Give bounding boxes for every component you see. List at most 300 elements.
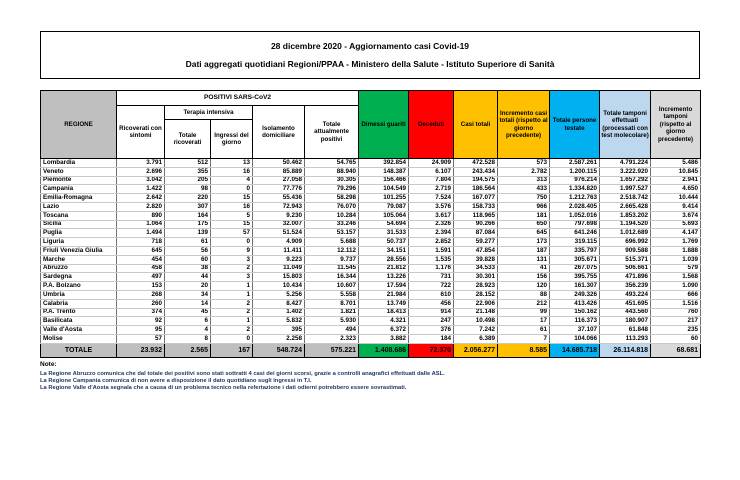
table-cell: 7 bbox=[498, 334, 550, 343]
table-cell: 451.695 bbox=[600, 299, 651, 308]
table-cell: 8 bbox=[165, 334, 211, 343]
table-cell: 58.298 bbox=[305, 194, 359, 203]
table-cell: 184 bbox=[409, 334, 454, 343]
table-cell: 6 bbox=[165, 317, 211, 326]
table-cell: 548.724 bbox=[253, 343, 305, 357]
table-cell: 101.255 bbox=[359, 194, 409, 203]
table-row bbox=[41, 326, 701, 335]
table-cell: 23.932 bbox=[117, 343, 165, 357]
table-cell: 1.064 bbox=[117, 220, 165, 229]
table-cell: 573 bbox=[498, 159, 550, 168]
table-cell: 376 bbox=[409, 326, 454, 335]
table-cell: 1.535 bbox=[409, 255, 454, 264]
table-cell: 79.296 bbox=[305, 185, 359, 194]
table-row bbox=[41, 238, 701, 247]
column-group-terapia-intensiva: Terapia intensiva bbox=[165, 106, 253, 120]
table-cell: 650 bbox=[498, 220, 550, 229]
table-cell: 175 bbox=[165, 220, 211, 229]
table-cell: 10.444 bbox=[651, 194, 701, 203]
table-cell: 153 bbox=[117, 282, 165, 291]
region-name: P.A. Trento bbox=[41, 308, 117, 317]
table-cell: 15 bbox=[211, 220, 253, 229]
table-cell: 797.698 bbox=[550, 220, 600, 229]
table-cell: 914 bbox=[409, 308, 454, 317]
table-header bbox=[41, 91, 701, 159]
table-row bbox=[41, 194, 701, 203]
column-header-tamponi: Totale tamponi effettuati (processati con test molecolare) bbox=[600, 91, 651, 159]
table-cell: 50.737 bbox=[359, 238, 409, 247]
column-header-incremento-tamponi: Incremento tamponi (rispetto al giorno precedente) bbox=[651, 91, 701, 159]
column-header-isolamento-domiciliare: Isolamento domiciliare bbox=[253, 106, 305, 159]
notes-title: Note: bbox=[40, 361, 57, 368]
table-cell: 10.498 bbox=[454, 317, 498, 326]
table-cell: 158.733 bbox=[454, 202, 498, 211]
table-cell: 118.965 bbox=[454, 211, 498, 220]
table-cell: 966 bbox=[498, 202, 550, 211]
table-cell: 4 bbox=[211, 176, 253, 185]
table-cell: 1.408.686 bbox=[359, 343, 409, 357]
table-cell: 15 bbox=[211, 194, 253, 203]
covid-table-container bbox=[40, 90, 700, 358]
table-cell: 4 bbox=[165, 326, 211, 335]
table-cell: 33.246 bbox=[305, 220, 359, 229]
table-cell: 494 bbox=[305, 326, 359, 335]
table-cell: 44 bbox=[165, 273, 211, 282]
table-cell: 1.516 bbox=[651, 299, 701, 308]
table-cell: 512 bbox=[165, 159, 211, 168]
table-cell: 34.533 bbox=[454, 264, 498, 273]
table-cell: 9.414 bbox=[651, 202, 701, 211]
table-cell: 909.588 bbox=[600, 246, 651, 255]
table-cell: 472.528 bbox=[454, 159, 498, 168]
table-cell: 72.943 bbox=[253, 202, 305, 211]
table-cell: 77.776 bbox=[253, 185, 305, 194]
table-cell: 47.854 bbox=[454, 246, 498, 255]
table-cell: 7.804 bbox=[409, 176, 454, 185]
table-cell: 51.524 bbox=[253, 229, 305, 238]
table-cell: 57 bbox=[211, 229, 253, 238]
table-cell: 1.769 bbox=[651, 238, 701, 247]
table-cell: 8.585 bbox=[498, 343, 550, 357]
table-cell: 98 bbox=[165, 185, 211, 194]
region-name: Emilia-Romagna bbox=[41, 194, 117, 203]
table-cell: 2.056.277 bbox=[454, 343, 498, 357]
table-cell: 173 bbox=[498, 238, 550, 247]
table-cell: 249.326 bbox=[550, 290, 600, 299]
table-cell: 3 bbox=[211, 273, 253, 282]
table-cell: 56 bbox=[165, 246, 211, 255]
table-cell: 21.984 bbox=[359, 290, 409, 299]
report-subtitle: Dati aggregati quotidiani Regioni/PPAA - Ministero della Salute - Istituto Superiore di Sanità bbox=[185, 58, 555, 69]
table-cell: 610 bbox=[409, 290, 454, 299]
table-cell: 374 bbox=[117, 308, 165, 317]
table-cell: 1.591 bbox=[409, 246, 454, 255]
table-cell: 1.997.527 bbox=[600, 185, 651, 194]
table-cell: 6.107 bbox=[409, 167, 454, 176]
table-cell: 38 bbox=[165, 264, 211, 273]
table-cell: 8.427 bbox=[253, 299, 305, 308]
table-cell: 131 bbox=[498, 255, 550, 264]
table-cell: 443.560 bbox=[600, 308, 651, 317]
note-line-abruzzo: La Regione Abruzzo comunica che dal totale dei positivi sono stati sottratti 4 casi dei giorni scorsi, grazie a controlli anagrafici effettuati dalle ASL. bbox=[40, 371, 445, 377]
table-cell: 181 bbox=[498, 211, 550, 220]
region-name: Marche bbox=[41, 255, 117, 264]
covid-data-table bbox=[40, 90, 701, 358]
table-cell: 3.882 bbox=[359, 334, 409, 343]
column-header-ingressi-del-giorno: Ingressi del giorno bbox=[211, 120, 253, 159]
table-cell: 6.389 bbox=[454, 334, 498, 343]
region-name: Abruzzo bbox=[41, 264, 117, 273]
table-cell: 220 bbox=[165, 194, 211, 203]
table-cell: 493.224 bbox=[600, 290, 651, 299]
table-cell: 61 bbox=[165, 238, 211, 247]
table-cell: 1 bbox=[211, 282, 253, 291]
table-cell: 471.896 bbox=[600, 273, 651, 282]
column-header-regione: REGIONE bbox=[41, 91, 117, 159]
table-cell: 16.344 bbox=[305, 273, 359, 282]
table-row bbox=[41, 229, 701, 238]
column-header-dimessi-guariti: Dimessi guariti bbox=[359, 91, 409, 159]
table-cell: 1.853.202 bbox=[600, 211, 651, 220]
column-header-ricoverati-con-sintomi: Ricoverati con sintomi bbox=[117, 106, 165, 159]
table-row bbox=[41, 246, 701, 255]
table-cell: 641.246 bbox=[550, 229, 600, 238]
table-cell: 696.992 bbox=[600, 238, 651, 247]
table-cell: 7.242 bbox=[454, 326, 498, 335]
table-cell: 217 bbox=[651, 317, 701, 326]
table-cell: 356.239 bbox=[600, 282, 651, 291]
table-cell: 18.413 bbox=[359, 308, 409, 317]
table-cell: 0 bbox=[211, 185, 253, 194]
column-header-deceduti: Deceduti bbox=[409, 91, 454, 159]
table-cell: 167.077 bbox=[454, 194, 498, 203]
table-cell: 2.394 bbox=[409, 229, 454, 238]
table-cell: 92 bbox=[117, 317, 165, 326]
table-row bbox=[41, 202, 701, 211]
table-cell: 90.266 bbox=[454, 220, 498, 229]
table-cell: 395 bbox=[253, 326, 305, 335]
table-cell: 45 bbox=[165, 308, 211, 317]
table-cell: 645 bbox=[498, 229, 550, 238]
table-cell: 718 bbox=[117, 238, 165, 247]
region-name: Basilicata bbox=[41, 317, 117, 326]
table-cell: 60 bbox=[651, 334, 701, 343]
table-cell: 21.812 bbox=[359, 264, 409, 273]
table-cell: 99 bbox=[498, 308, 550, 317]
table-cell: 1.334.820 bbox=[550, 185, 600, 194]
table-cell: 156 bbox=[498, 273, 550, 282]
table-cell: 267.075 bbox=[550, 264, 600, 273]
table-cell: 0 bbox=[211, 334, 253, 343]
table-cell: 3.042 bbox=[117, 176, 165, 185]
table-cell: 5.832 bbox=[253, 317, 305, 326]
table-cell: 85.889 bbox=[253, 167, 305, 176]
table-cell: 1.402 bbox=[253, 308, 305, 317]
table-cell: 3.617 bbox=[409, 211, 454, 220]
table-cell: 53.157 bbox=[305, 229, 359, 238]
table-cell: 14.685.718 bbox=[550, 343, 600, 357]
table-cell: 21.148 bbox=[454, 308, 498, 317]
table-cell: 150.162 bbox=[550, 308, 600, 317]
table-cell: 1.194.520 bbox=[600, 220, 651, 229]
report-header bbox=[40, 31, 700, 79]
region-name: Valle d'Aosta bbox=[41, 326, 117, 335]
region-name: Umbria bbox=[41, 290, 117, 299]
table-cell: 60 bbox=[165, 255, 211, 264]
table-cell: 2.696 bbox=[117, 167, 165, 176]
table-cell: 335.797 bbox=[550, 246, 600, 255]
table-cell: 167 bbox=[211, 343, 253, 357]
table-cell: 1.568 bbox=[651, 273, 701, 282]
note-line-campania: La Regione Campania comunica di non avere a disposizione il dato quotidiano sugli ingressi in T.I. bbox=[40, 378, 312, 385]
table-cell: 41 bbox=[498, 264, 550, 273]
table-cell: 4.321 bbox=[359, 317, 409, 326]
table-cell: 59.277 bbox=[454, 238, 498, 247]
region-name: Campania bbox=[41, 185, 117, 194]
table-cell: 2 bbox=[211, 264, 253, 273]
table-cell: 1 bbox=[211, 317, 253, 326]
table-cell: 104.066 bbox=[550, 334, 600, 343]
table-cell: 10.284 bbox=[305, 211, 359, 220]
table-cell: 31.533 bbox=[359, 229, 409, 238]
table-cell: 750 bbox=[498, 194, 550, 203]
table-row bbox=[41, 220, 701, 229]
table-cell: 2.518.742 bbox=[600, 194, 651, 203]
table-cell: 4.909 bbox=[253, 238, 305, 247]
table-cell: 87.084 bbox=[454, 229, 498, 238]
table-row bbox=[41, 211, 701, 220]
table-cell: 95 bbox=[117, 326, 165, 335]
table-cell: 20 bbox=[165, 282, 211, 291]
region-name: Friuli Venezia Giulia bbox=[41, 246, 117, 255]
table-cell: 2.852 bbox=[409, 238, 454, 247]
table-cell: 24.909 bbox=[409, 159, 454, 168]
table-row bbox=[41, 290, 701, 299]
table-cell: 10.607 bbox=[305, 282, 359, 291]
table-cell: 116.373 bbox=[550, 317, 600, 326]
table-cell: 12.112 bbox=[305, 246, 359, 255]
region-name: TOTALE bbox=[41, 343, 117, 357]
table-cell: 68.681 bbox=[651, 343, 701, 357]
table-row bbox=[41, 334, 701, 343]
table-cell: 139 bbox=[165, 229, 211, 238]
table-cell: 9.223 bbox=[253, 255, 305, 264]
table-cell: 11.545 bbox=[305, 264, 359, 273]
table-cell: 57 bbox=[117, 334, 165, 343]
table-cell: 5.930 bbox=[305, 317, 359, 326]
table-cell: 13.226 bbox=[359, 273, 409, 282]
table-cell: 722 bbox=[409, 282, 454, 291]
table-row bbox=[41, 185, 701, 194]
table-cell: 120 bbox=[498, 282, 550, 291]
column-header-casi-totali: Casi totali bbox=[454, 91, 498, 159]
table-cell: 8.701 bbox=[305, 299, 359, 308]
table-cell: 30.305 bbox=[305, 176, 359, 185]
region-name: Sicilia bbox=[41, 220, 117, 229]
table-row bbox=[41, 264, 701, 273]
table-cell: 13 bbox=[211, 159, 253, 168]
table-cell: 39.828 bbox=[454, 255, 498, 264]
table-row bbox=[41, 176, 701, 185]
table-cell: 26.114.818 bbox=[600, 343, 651, 357]
region-name: Sardegna bbox=[41, 273, 117, 282]
table-cell: 2.642 bbox=[117, 194, 165, 203]
table-cell: 890 bbox=[117, 211, 165, 220]
table-cell: 5.693 bbox=[651, 220, 701, 229]
table-cell: 5.486 bbox=[651, 159, 701, 168]
region-name: Puglia bbox=[41, 229, 117, 238]
table-cell: 413.426 bbox=[550, 299, 600, 308]
table-cell: 1.052.016 bbox=[550, 211, 600, 220]
table-cell: 307 bbox=[165, 202, 211, 211]
table-cell: 247 bbox=[409, 317, 454, 326]
table-cell: 13.749 bbox=[359, 299, 409, 308]
table-cell: 2 bbox=[211, 326, 253, 335]
region-name: Lombardia bbox=[41, 159, 117, 168]
table-cell: 395.755 bbox=[550, 273, 600, 282]
table-cell: 9 bbox=[211, 246, 253, 255]
table-cell: 2.719 bbox=[409, 185, 454, 194]
table-cell: 458 bbox=[117, 264, 165, 273]
table-cell: 164 bbox=[165, 211, 211, 220]
table-cell: 579 bbox=[651, 264, 701, 273]
table-row bbox=[41, 255, 701, 264]
table-cell: 79.087 bbox=[359, 202, 409, 211]
table-cell: 61 bbox=[498, 326, 550, 335]
table-cell: 454 bbox=[117, 255, 165, 264]
table-cell: 731 bbox=[409, 273, 454, 282]
table-cell: 1.821 bbox=[305, 308, 359, 317]
table-cell: 16 bbox=[211, 202, 253, 211]
table-row bbox=[41, 343, 701, 357]
table-row bbox=[41, 299, 701, 308]
table-cell: 2.782 bbox=[498, 167, 550, 176]
table-cell: 72.370 bbox=[409, 343, 454, 357]
table-cell: 2.323 bbox=[305, 334, 359, 343]
table-cell: 10.845 bbox=[651, 167, 701, 176]
table-cell: 28.152 bbox=[454, 290, 498, 299]
table-cell: 54.765 bbox=[305, 159, 359, 168]
table-row bbox=[41, 282, 701, 291]
table-cell: 22.906 bbox=[454, 299, 498, 308]
table-cell: 88.940 bbox=[305, 167, 359, 176]
table-row bbox=[41, 167, 701, 176]
table-cell: 392.854 bbox=[359, 159, 409, 168]
table-cell: 88 bbox=[498, 290, 550, 299]
table-cell: 16 bbox=[211, 167, 253, 176]
table-cell: 7.524 bbox=[409, 194, 454, 203]
table-cell: 186.564 bbox=[454, 185, 498, 194]
table-cell: 1.200.115 bbox=[550, 167, 600, 176]
notes-section bbox=[40, 361, 680, 393]
table-cell: 2.941 bbox=[651, 176, 701, 185]
table-cell: 61.848 bbox=[600, 326, 651, 335]
column-header-totale-ricoverati: Totale ricoverati bbox=[165, 120, 211, 159]
table-cell: 1.212.763 bbox=[550, 194, 600, 203]
note-line-valle-daosta: La Regione Valle d'Aosta segnala che a causa di un problema tecnico nella refertazione i dati odierni potrebbero essere sovrastimati. bbox=[40, 385, 407, 392]
table-cell: 4.147 bbox=[651, 229, 701, 238]
table-cell: 1.176 bbox=[409, 264, 454, 273]
table-cell: 32.007 bbox=[253, 220, 305, 229]
table-cell: 9.737 bbox=[305, 255, 359, 264]
table-cell: 5.558 bbox=[305, 290, 359, 299]
table-cell: 0 bbox=[211, 238, 253, 247]
table-cell: 3.222.920 bbox=[600, 167, 651, 176]
table-row bbox=[41, 273, 701, 282]
column-header-totale-attualmente-positivi: Totale attualmente positivi bbox=[305, 106, 359, 159]
table-cell: 1.012.689 bbox=[600, 229, 651, 238]
table-cell: 28.923 bbox=[454, 282, 498, 291]
table-cell: 3.791 bbox=[117, 159, 165, 168]
table-cell: 187 bbox=[498, 246, 550, 255]
table-cell: 17 bbox=[498, 317, 550, 326]
table-cell: 305.671 bbox=[550, 255, 600, 264]
column-group-positivi-sars-cov2: POSITIVI SARS-CoV2 bbox=[117, 91, 359, 106]
table-cell: 2.587.261 bbox=[550, 159, 600, 168]
table-cell: 180.907 bbox=[600, 317, 651, 326]
table-cell: 27.058 bbox=[253, 176, 305, 185]
table-cell: 55.436 bbox=[253, 194, 305, 203]
table-cell: 34 bbox=[165, 290, 211, 299]
table-body bbox=[41, 159, 701, 358]
table-cell: 456 bbox=[409, 299, 454, 308]
table-cell: 1.888 bbox=[651, 246, 701, 255]
table-cell: 666 bbox=[651, 290, 701, 299]
table-cell: 2.820 bbox=[117, 202, 165, 211]
table-cell: 1 bbox=[211, 290, 253, 299]
table-cell: 5.256 bbox=[253, 290, 305, 299]
table-cell: 194.575 bbox=[454, 176, 498, 185]
table-cell: 37.107 bbox=[550, 326, 600, 335]
table-cell: 105.064 bbox=[359, 211, 409, 220]
table-cell: 17.594 bbox=[359, 282, 409, 291]
table-cell: 2 bbox=[211, 308, 253, 317]
table-cell: 235 bbox=[651, 326, 701, 335]
table-cell: 645 bbox=[117, 246, 165, 255]
region-name: Veneto bbox=[41, 167, 117, 176]
table-cell: 515.371 bbox=[600, 255, 651, 264]
region-name: Molise bbox=[41, 334, 117, 343]
table-cell: 506.661 bbox=[600, 264, 651, 273]
report-date-title: 28 dicembre 2020 - Aggiornamento casi Covid-19 bbox=[270, 40, 470, 51]
table-cell: 976.214 bbox=[550, 176, 600, 185]
table-cell: 4.650 bbox=[651, 185, 701, 194]
region-name: Lazio bbox=[41, 202, 117, 211]
table-cell: 30.301 bbox=[454, 273, 498, 282]
table-cell: 50.462 bbox=[253, 159, 305, 168]
table-cell: 1.039 bbox=[651, 255, 701, 264]
table-cell: 268 bbox=[117, 290, 165, 299]
table-cell: 260 bbox=[117, 299, 165, 308]
table-cell: 4.791.224 bbox=[600, 159, 651, 168]
table-cell: 6.372 bbox=[359, 326, 409, 335]
region-name: Toscana bbox=[41, 211, 117, 220]
table-cell: 212 bbox=[498, 299, 550, 308]
table-cell: 433 bbox=[498, 185, 550, 194]
table-cell: 3 bbox=[211, 255, 253, 264]
table-cell: 28.556 bbox=[359, 255, 409, 264]
table-cell: 2.565 bbox=[165, 343, 211, 357]
table-cell: 161.307 bbox=[550, 282, 600, 291]
table-cell: 2.028.405 bbox=[550, 202, 600, 211]
table-cell: 2.326 bbox=[409, 220, 454, 229]
table-cell: 3.576 bbox=[409, 202, 454, 211]
table-cell: 2.258 bbox=[253, 334, 305, 343]
table-cell: 76.070 bbox=[305, 202, 359, 211]
table-cell: 3.674 bbox=[651, 211, 701, 220]
table-row bbox=[41, 317, 701, 326]
table-cell: 5.688 bbox=[305, 238, 359, 247]
